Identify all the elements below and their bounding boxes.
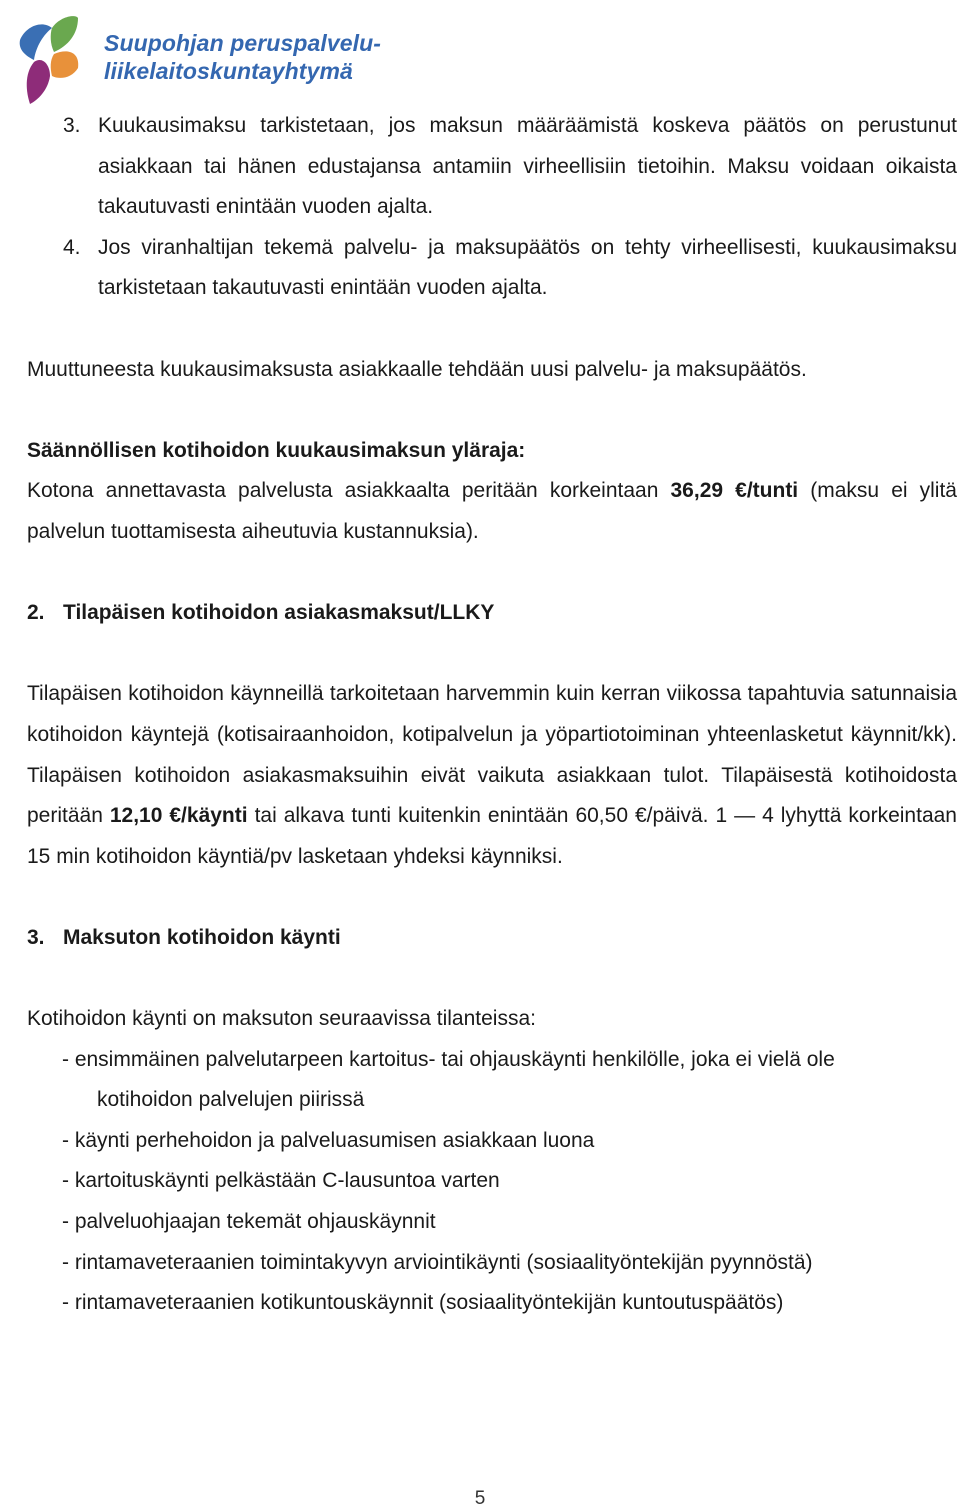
- ceiling-text-post: (maksu ei ylitä palvelun tuottamisesta aiheutuvia kustannuksia).: [27, 479, 957, 543]
- list-item-number: 3.: [63, 114, 81, 137]
- ceiling-heading: Säännöllisen kotihoidon kuukausimaksun yläraja:: [27, 438, 526, 462]
- list-item: - käynti perhehoidon ja palveluasumisen asiakkaan luona: [62, 1128, 595, 1152]
- list-item-continuation: kotihoidon palvelujen piirissä: [97, 1088, 365, 1112]
- ceiling-paragraph: [27, 471, 957, 552]
- section-number: 3.: [27, 925, 45, 949]
- section-title: Maksuton kotihoidon käynti: [63, 925, 341, 949]
- document-body: [27, 106, 957, 1324]
- list-item: - kartoituskäynti pelkästään C-lausuntoa varten: [62, 1169, 500, 1193]
- list-item: - rintamaveteraanien kotikuntouskäynnit (sosiaalityöntekijän kuntoutuspäätös): [62, 1291, 784, 1315]
- paragraph-change: Muuttuneesta kuukausimaksusta asiakkaalle tehdään uusi palvelu- ja maksupäätös.: [27, 357, 807, 381]
- list-item-text: Jos viranhaltijan tekemä palvelu- ja maksupäätös on tehty virheellisesti, kuukausimaksu tarkistetaan takautuvasti enintään vuoden ajalta.: [98, 235, 957, 300]
- list-item: [27, 228, 957, 309]
- section2-text-post: tai alkava tunti kuitenkin enintään 60,50 €/päivä. 1 — 4 lyhyttä korkeintaan 15 min kotihoidon käyntiä/pv lasketaan yhdeksi käynniksi.: [27, 804, 957, 868]
- list-item: - rintamaveteraanien toimintakyvyn arviointikäynti (sosiaalityöntekijän pyynnöstä): [62, 1250, 813, 1274]
- section-heading: [27, 593, 957, 634]
- organization-name-line1: Suupohjan peruspalvelu-: [104, 30, 382, 56]
- leaf-logo-icon: [12, 12, 92, 106]
- section-heading: [27, 918, 957, 959]
- section-number: 2.: [27, 601, 45, 625]
- ceiling-amount: 36,29 €/tunti: [670, 479, 799, 503]
- section-title: Tilapäisen kotihoidon asiakasmaksut/LLKY: [63, 601, 495, 625]
- list-item: - palveluohjaajan tekemät ohjauskäynnit: [62, 1210, 436, 1234]
- ceiling-text-pre: Kotona annettavasta palvelusta asiakkaalta peritään korkeintaan: [27, 479, 671, 503]
- section2-text-pre: Tilapäisen kotihoidon käynneillä tarkoitetaan harvemmin kuin kerran viikossa tapahtuvia satunnaisia kotihoidon käyntejä (kotisairaanhoidon, kotipalvelun ja yöpartiotoiminan yhteenlasketut käynnit/kk). Tilapäisen kotihoidon asiakasmaksuihin eivät vaikuta asiakkaan tulot. Tilapäisestä kotihoidosta peritään: [27, 682, 957, 828]
- list-item: - ensimmäinen palvelutarpeen kartoitus- tai ohjauskäynti henkilölle, joka ei vielä ole: [62, 1047, 835, 1071]
- organization-name-line2: liikelaitoskuntayhtymä: [104, 58, 353, 84]
- list-item-number: 4.: [63, 235, 81, 259]
- section2-amount: 12,10 €/käynti: [109, 804, 248, 828]
- list-item: [27, 106, 957, 228]
- section3-intro: Kotihoidon käynti on maksuton seuraavissa tilanteissa:: [27, 1007, 536, 1031]
- section2-paragraph: [27, 674, 957, 877]
- organization-logo: [12, 12, 382, 106]
- page-number: 5: [474, 1488, 486, 1509]
- list-item-text: Kuukausimaksu tarkistetaan, jos maksun määräämistä koskeva päätös on perustunut asiakkaan tai hänen edustajansa antamiin virheellisiin tietoihin. Maksu voidaan oikaista takautuvasti enintään vuoden ajalta.: [98, 114, 957, 219]
